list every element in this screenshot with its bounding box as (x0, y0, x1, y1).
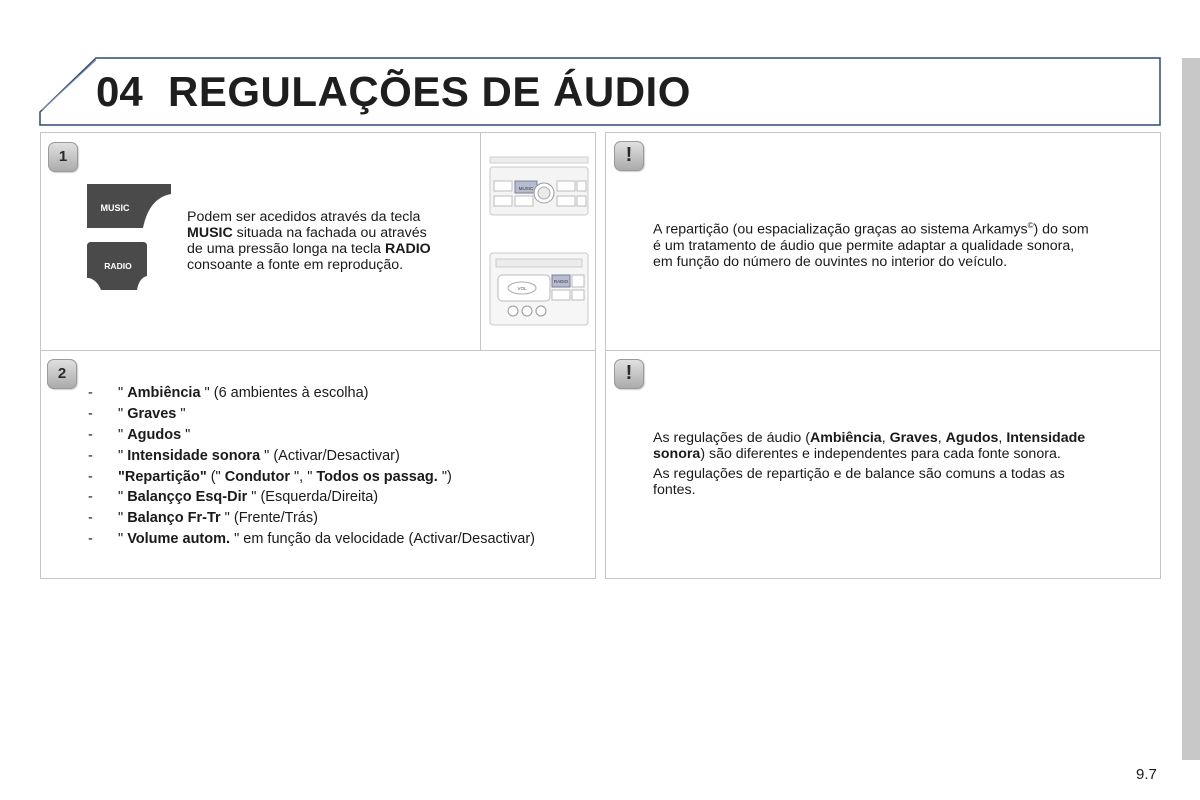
music-key-label: MUSIC (100, 203, 130, 213)
device-radio-label: RADIO (553, 279, 569, 284)
warning-icon: ! (614, 141, 644, 171)
list-item: - "Repartição" (" Condutor ", " Todos os passag. ") (88, 469, 452, 485)
audio-unit-radio-illustration (488, 251, 590, 327)
step-1-badge: 1 (48, 142, 78, 172)
access-line-1: Podem ser acedidos através da tecla (187, 209, 421, 225)
audio-unit-music-illustration (488, 155, 590, 219)
repartition-note: A repartição (ou espacialização graças ao sistema Arkamys©) do som é um tratamento de áudio que permite adaptar a qualidade sonora, em função do número de ouvintes no interior do veículo. (653, 221, 1089, 270)
radio-key-label: RADIO (104, 261, 132, 271)
access-line-4: consoante a fonte em reprodução. (187, 257, 404, 273)
page-title: REGULAÇÕES DE ÁUDIO (168, 68, 691, 115)
device-vol-label: VOL (517, 286, 527, 291)
radio-key-icon (87, 242, 151, 292)
side-tab-bar (1182, 58, 1200, 760)
list-item: - " Balançço Esq-Dir " (Esquerda/Direita) (88, 489, 379, 505)
panel-access-keys (40, 132, 596, 351)
list-item: - " Graves " (88, 406, 186, 422)
list-item: - " Balanço Fr-Tr " (Frente/Trás) (88, 510, 318, 526)
access-line-3: de uma pressão longa na tecla RADIO (187, 241, 431, 257)
list-item: - " Volume autom. " em função da velocidade (Activar/Desactivar) (88, 531, 535, 547)
list-item: - " Intensidade sonora " (Activar/Desactivar) (88, 448, 400, 464)
access-line-2: MUSIC situada na fachada ou através (187, 225, 427, 241)
list-item: - " Agudos " (88, 427, 191, 443)
settings-note: As regulações de áudio (Ambiência, Graves, Agudos, Intensidade sonora) são diferentes e independentes para cada fonte sonora. As regulações de repartição e de balance são comuns a todas as fontes. (653, 430, 1086, 498)
warning-icon: ! (614, 359, 644, 389)
list-item: - " Ambiência " (6 ambientes à escolha) (88, 385, 369, 401)
music-key-icon (87, 184, 173, 230)
access-description (187, 209, 487, 273)
step-2-badge: 2 (47, 359, 77, 389)
device-music-label: MUSIC (518, 186, 534, 191)
chapter-number: 04 (96, 68, 143, 115)
page-number: 9.7 (1136, 766, 1157, 783)
